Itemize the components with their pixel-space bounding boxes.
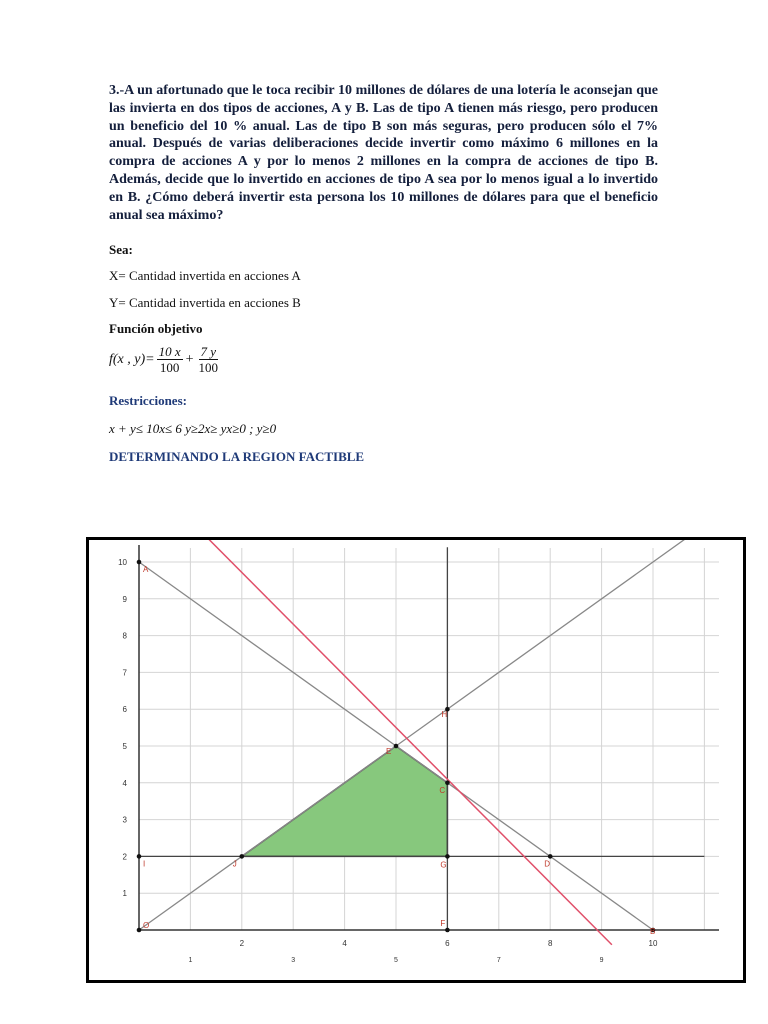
- y-tick-label: 7: [122, 668, 127, 678]
- point-a: [137, 560, 142, 565]
- x-tick-label: 8: [547, 939, 553, 948]
- objective-function-label: Función objetivo: [109, 321, 203, 336]
- x-tick-label: 6: [445, 939, 450, 948]
- fraction-a-numerator: 10 x: [158, 344, 181, 359]
- restrictions-label: Restricciones:: [109, 393, 187, 408]
- point-label-o: O: [143, 921, 150, 930]
- point-g: [445, 854, 450, 859]
- chart-svg: [89, 540, 743, 980]
- feasible-region-chart: [86, 537, 746, 983]
- x-tick-label: 10: [648, 939, 658, 948]
- point-d: [548, 854, 553, 859]
- formula-lhs: f(x , y)=: [109, 351, 155, 367]
- objective-function-formula: [109, 344, 222, 375]
- sea-label: Sea:: [109, 242, 133, 257]
- y-tick-label: 4: [122, 778, 127, 788]
- y-tick-label: 3: [122, 815, 127, 825]
- point-label-b: B: [650, 927, 656, 936]
- point-j: [240, 854, 245, 859]
- fraction-b: [197, 344, 221, 375]
- x-tick-label: 5: [394, 957, 398, 964]
- x-tick-label: 4: [342, 939, 347, 948]
- fraction-a: [157, 344, 183, 375]
- point-label-j: J: [232, 859, 237, 869]
- objective-line: [206, 540, 612, 945]
- point-label-d: D: [544, 859, 550, 869]
- fraction-b-denominator: 100: [198, 360, 219, 375]
- y-tick-label: 5: [122, 742, 127, 751]
- point-i: [137, 854, 142, 859]
- point-label-c: C: [439, 785, 446, 795]
- point-f: [445, 928, 450, 933]
- point-o: [137, 928, 142, 933]
- point-label-a: A: [143, 565, 149, 574]
- y-definition: Y= Cantidad invertida en acciones B: [109, 295, 301, 310]
- y-tick-label: 10: [118, 558, 127, 567]
- x-tick-label: 1: [188, 957, 193, 964]
- problem-statement: 3.-A un afortunado que le toca recibir 10 millones de dólares de una lotería le aconsejan que las invierta en dos tipos de acciones, A y B. Las de tipo A tienen más riesgo, pero producen un beneficio del 10 % anual. Las de tipo B son más seguras, pero producen sólo el 7% anual. Después de varias deliberaciones decide invertir como máximo 6 millones en la compra de acciones A y por lo menos 2 millones en la compra de acciones de tipo B. Además, decide que lo invertido en acciones de tipo A sea por lo menos igual a lo invertido en B. ¿Cómo deberá invertir esta persona los 10 millones de dólares para que el beneficio anual sea máximo?: [109, 83, 658, 223]
- region-heading: DETERMINANDO LA REGION FACTIBLE: [109, 449, 365, 464]
- plus-sign: +: [185, 351, 194, 367]
- point-label-h: H: [441, 710, 448, 720]
- point-label-f: F: [440, 919, 446, 928]
- x-definition: X= Cantidad invertida en acciones A: [109, 268, 301, 283]
- x-tick-label: 9: [599, 957, 604, 964]
- fraction-b-numerator: 7 y: [200, 344, 217, 359]
- fraction-a-denominator: 100: [159, 360, 180, 375]
- restrictions-formula: x + y≤ 10x≤ 6 y≥2x≥ yx≥0 ; y≥0: [109, 421, 277, 436]
- y-tick-label: 9: [122, 594, 127, 604]
- x-tick-label: 2: [239, 939, 245, 948]
- point-e: [394, 744, 399, 749]
- y-tick-label: 6: [122, 705, 127, 715]
- y-tick-label: 1: [122, 889, 127, 899]
- point-label-e: E: [386, 747, 392, 756]
- y-tick-label: 2: [122, 852, 127, 862]
- point-label-g: G: [440, 860, 447, 870]
- x-tick-label: 7: [496, 957, 501, 964]
- x-tick-label: 3: [291, 957, 296, 964]
- y-tick-label: 8: [122, 631, 127, 641]
- point-c: [445, 781, 450, 786]
- point-label-i: I: [143, 859, 146, 869]
